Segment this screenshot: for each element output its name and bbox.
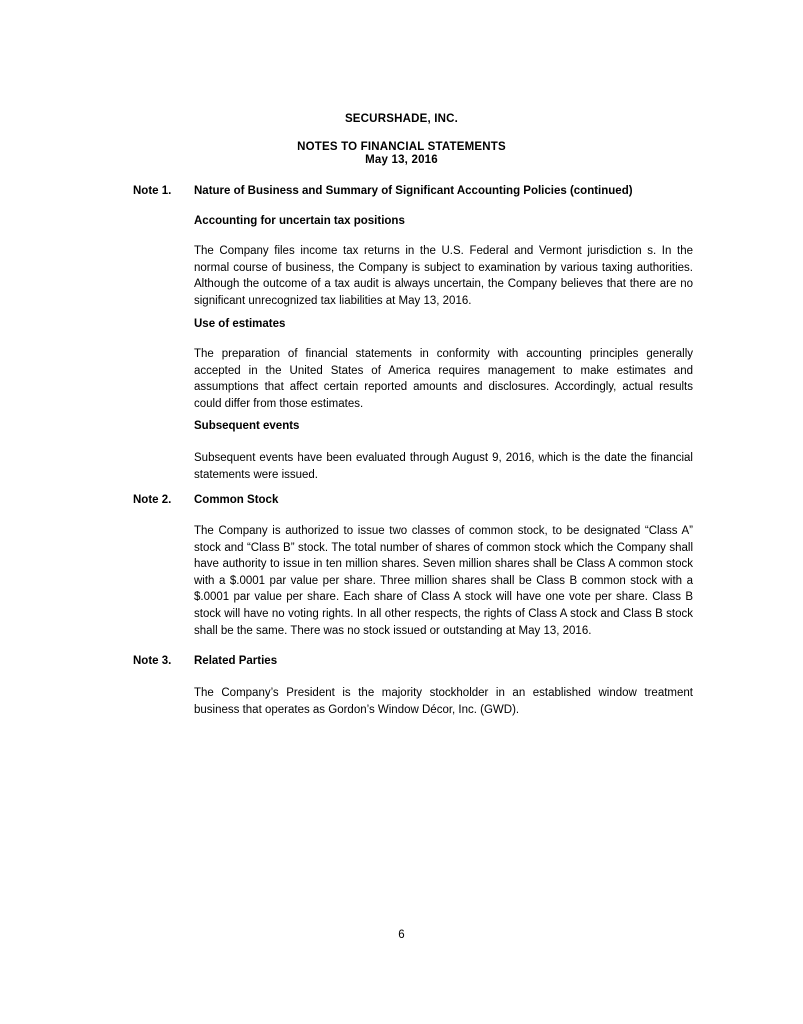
note-1-title: Nature of Business and Summary of Significant Accounting Policies (continued) [194,185,633,197]
notes-heading: NOTES TO FINANCIAL STATEMENTS [297,141,506,153]
page-number: 6 [398,929,405,941]
note-2-label: Note 2. [133,494,172,506]
company-name: SECURSHADE, INC. [344,113,459,125]
note-1-subheading-subsequent-events: Subsequent events [194,420,300,432]
note-1-label: Note 1. [133,185,172,197]
note-1-subheading-use-of-estimates: Use of estimates [194,318,286,330]
note-2-paragraph: The Company is authorized to issue two classes of common stock, to be designated “Class A” stock and “Class B” stock. The total number of shares of common stock which the Company shall have authority to issue in ten million shares. Seven million shares shall be Class A common stock with a $.0001 par value per share. Three million shares shall be Class B common stock with a $.0001 par value per share. Each share of Class A stock will have one vote per share. Class B stock will have no voting rights. In all other respects, the rights of Class A stock and Class B stock shall be the same. There was no stock issued or outstanding at May 13, 2016. [194,525,693,637]
note-1-paragraph-use-of-estimates: The preparation of financial statements in conformity with accounting principles generally accepted in the United States of America requires management to make estimates and assumptions that affect certain reported amounts and disclosures. Accordingly, actual results could differ from those estimates. [194,348,693,410]
statement-date: May 13, 2016 [365,154,438,166]
note-3-paragraph: The Company’s President is the majority stockholder in an established window treatment business that operates as Gordon’s Window Décor, Inc. (GWD). [194,687,693,716]
note-3-title: Related Parties [194,655,278,667]
note-2-title: Common Stock [194,494,279,506]
note-1-subheading-tax-positions: Accounting for uncertain tax positions [194,215,405,227]
note-1-paragraph-subsequent-events: Subsequent events have been evaluated through August 9, 2016, which is the date the financial statements were issued. [194,452,693,481]
note-1-paragraph-tax-positions: The Company files income tax returns in the U.S. Federal and Vermont jurisdiction s. In the normal course of business, the Company is subject to examination by various taxing authorities. Although the outcome of a tax audit is always uncertain, the Company believes that there are no significant unrecognized tax liabilities at May 13, 2016. [194,245,693,307]
note-3-label: Note 3. [133,655,172,667]
